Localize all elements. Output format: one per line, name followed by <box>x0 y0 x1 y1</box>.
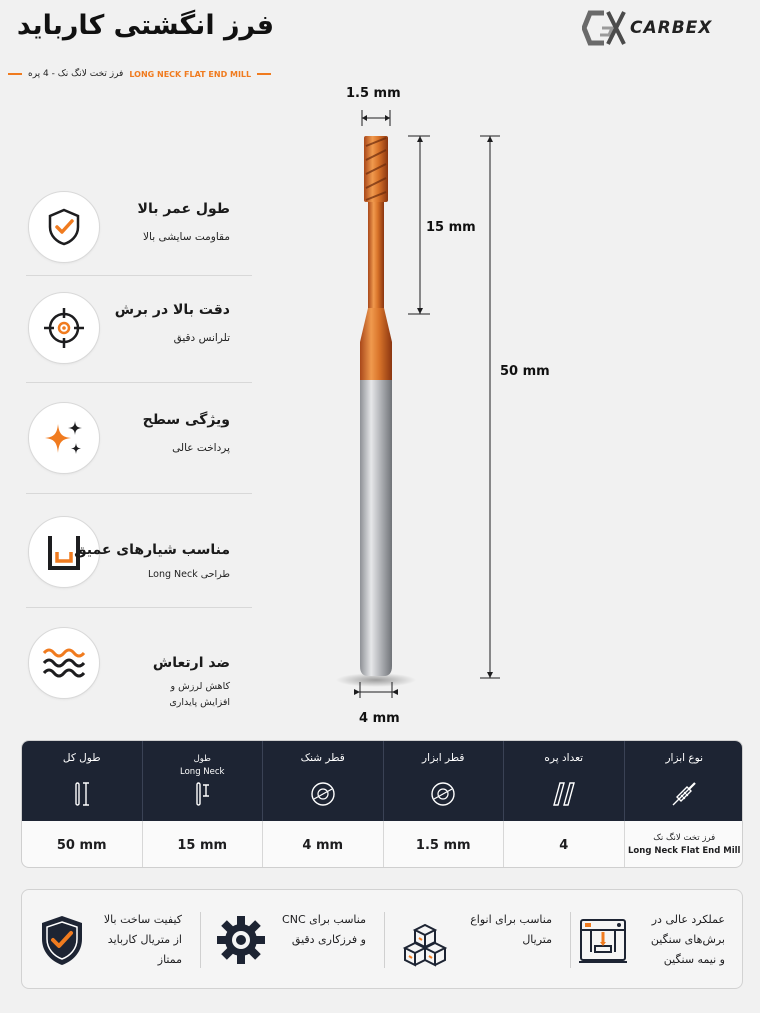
sparkle-icon <box>42 416 86 460</box>
feature-icon-circle <box>28 402 100 474</box>
feature-title: طول عمر بالا <box>137 201 230 217</box>
spec-header-label: نوع ابزار <box>665 752 704 764</box>
divider <box>26 493 252 494</box>
spec-col-neck-length <box>143 741 264 821</box>
benefit-line: مناسب برای CNC <box>282 913 366 926</box>
crosshair-icon <box>42 306 86 350</box>
subtitle-fa: فرز تخت لانگ نک - 4 پره <box>28 69 124 79</box>
benefit-line: برش‌های سنگین <box>650 933 725 946</box>
feature-anti-vibration <box>26 619 252 708</box>
feature-title: ویژگی سطح <box>142 412 230 428</box>
feature-desc: تلرانس دقیق <box>173 332 230 344</box>
end-mill-icon <box>669 779 699 809</box>
feature-long-life <box>26 183 252 269</box>
flutes-icon <box>549 779 579 809</box>
feature-desc <box>169 679 230 711</box>
page-title: فرز انگشتی کارباید <box>16 10 274 41</box>
spec-col-tool-type <box>625 741 744 821</box>
material-blocks-icon <box>399 912 451 968</box>
divider <box>26 607 252 608</box>
brand-name: CARBEX <box>630 18 713 38</box>
spec-value-overall-length: 50 mm <box>22 821 143 868</box>
benefit-text <box>104 910 182 970</box>
spec-table <box>21 740 743 868</box>
spec-col-tool-diameter <box>384 741 505 821</box>
benefit-materials <box>385 890 570 990</box>
dim-shank-diameter: 4 mm <box>359 711 400 726</box>
gear-icon <box>215 912 267 968</box>
shield-check-icon <box>44 207 84 247</box>
spec-col-overall-length <box>22 741 143 821</box>
spec-col-flutes <box>504 741 625 821</box>
benefit-quality <box>22 890 200 990</box>
divider <box>26 275 252 276</box>
wave-icon <box>41 641 87 685</box>
accent-line <box>8 73 22 75</box>
feature-surface <box>26 394 252 480</box>
accent-line <box>257 73 271 75</box>
feature-desc-line: افزایش پایداری <box>169 697 230 708</box>
overall-length-icon <box>67 779 97 809</box>
feature-title: دقت بالا در برش <box>114 302 230 318</box>
benefit-line: متریال <box>522 933 552 946</box>
spec-table-values <box>22 821 743 868</box>
tool-neck <box>368 202 384 308</box>
carbex-logo-icon <box>582 9 626 47</box>
benefits-strip <box>21 889 743 989</box>
feature-title: مناسب شیارهای عمیق <box>74 542 230 558</box>
feature-desc: طراحی Long Neck <box>148 569 230 580</box>
tool-taper <box>360 308 392 342</box>
feature-precision <box>26 284 252 370</box>
tool-coated-shank <box>360 342 392 380</box>
benefit-line: ممتاز <box>157 953 182 966</box>
spec-table-header <box>22 741 743 821</box>
feature-icon-circle <box>28 292 100 364</box>
benefit-line: مناسب برای انواع <box>470 913 552 926</box>
spec-col-shank-diameter <box>263 741 384 821</box>
spec-header-label: قطر ابزار <box>422 752 465 764</box>
benefit-text <box>470 910 552 950</box>
spec-header-line: Long Neck <box>180 767 225 777</box>
spec-value-neck-length: 15 mm <box>143 821 264 868</box>
dim-overall-length: 50 mm <box>500 364 550 379</box>
spec-value-tool-type <box>625 821 744 868</box>
subtitle-en: LONG NECK FLAT END MILL <box>129 69 252 79</box>
cnc-machine-icon <box>577 912 629 968</box>
benefit-text <box>651 910 725 970</box>
spec-header-label: قطر شنک <box>300 752 345 764</box>
end-mill-illustration <box>300 80 560 730</box>
spec-header-label <box>143 753 263 779</box>
shield-check-icon <box>36 912 88 968</box>
benefit-line: از متریال کارباید <box>107 933 182 946</box>
spec-value-tool-diameter: 1.5 mm <box>384 821 505 868</box>
benefit-text <box>282 910 366 950</box>
feature-desc: پرداخت عالی <box>172 442 230 454</box>
tool-shank <box>360 380 392 676</box>
spec-value-flutes: 4 <box>504 821 625 868</box>
brand-logo <box>582 8 750 48</box>
diameter-icon <box>428 779 458 809</box>
feature-desc: مقاومت سایشی بالا <box>143 231 230 243</box>
spec-value-line: فرز تخت لانگ نک <box>653 833 716 843</box>
dim-neck-length: 15 mm <box>426 220 476 235</box>
feature-icon-circle <box>28 191 100 263</box>
dim-cutting-diameter: 1.5 mm <box>346 86 401 101</box>
benefit-line: کیفیت ساخت بالا <box>103 913 182 926</box>
benefit-line: و نیمه سنگین <box>663 953 725 966</box>
spec-header-label: طول کل <box>62 752 101 764</box>
spec-value-shank-diameter: 4 mm <box>263 821 384 868</box>
divider <box>26 382 252 383</box>
feature-deep-slots <box>26 508 252 594</box>
benefit-line: و فرزکاری دقیق <box>291 933 366 946</box>
neck-length-icon <box>187 779 217 809</box>
benefit-cnc <box>201 890 384 990</box>
feature-desc-line: کاهش لرزش و <box>170 681 230 692</box>
subtitle <box>8 66 290 82</box>
benefit-heavy-cutting <box>571 890 743 990</box>
feature-icon-circle <box>28 627 100 699</box>
diameter-icon <box>308 779 338 809</box>
spec-header-label: تعداد پره <box>544 752 584 764</box>
spec-value-line: Long Neck Flat End Mill <box>628 846 741 856</box>
spec-header-line: طول <box>193 754 211 764</box>
benefit-line: عملکرد عالی در <box>651 913 725 926</box>
feature-title: ضد ارتعاش <box>152 655 230 671</box>
